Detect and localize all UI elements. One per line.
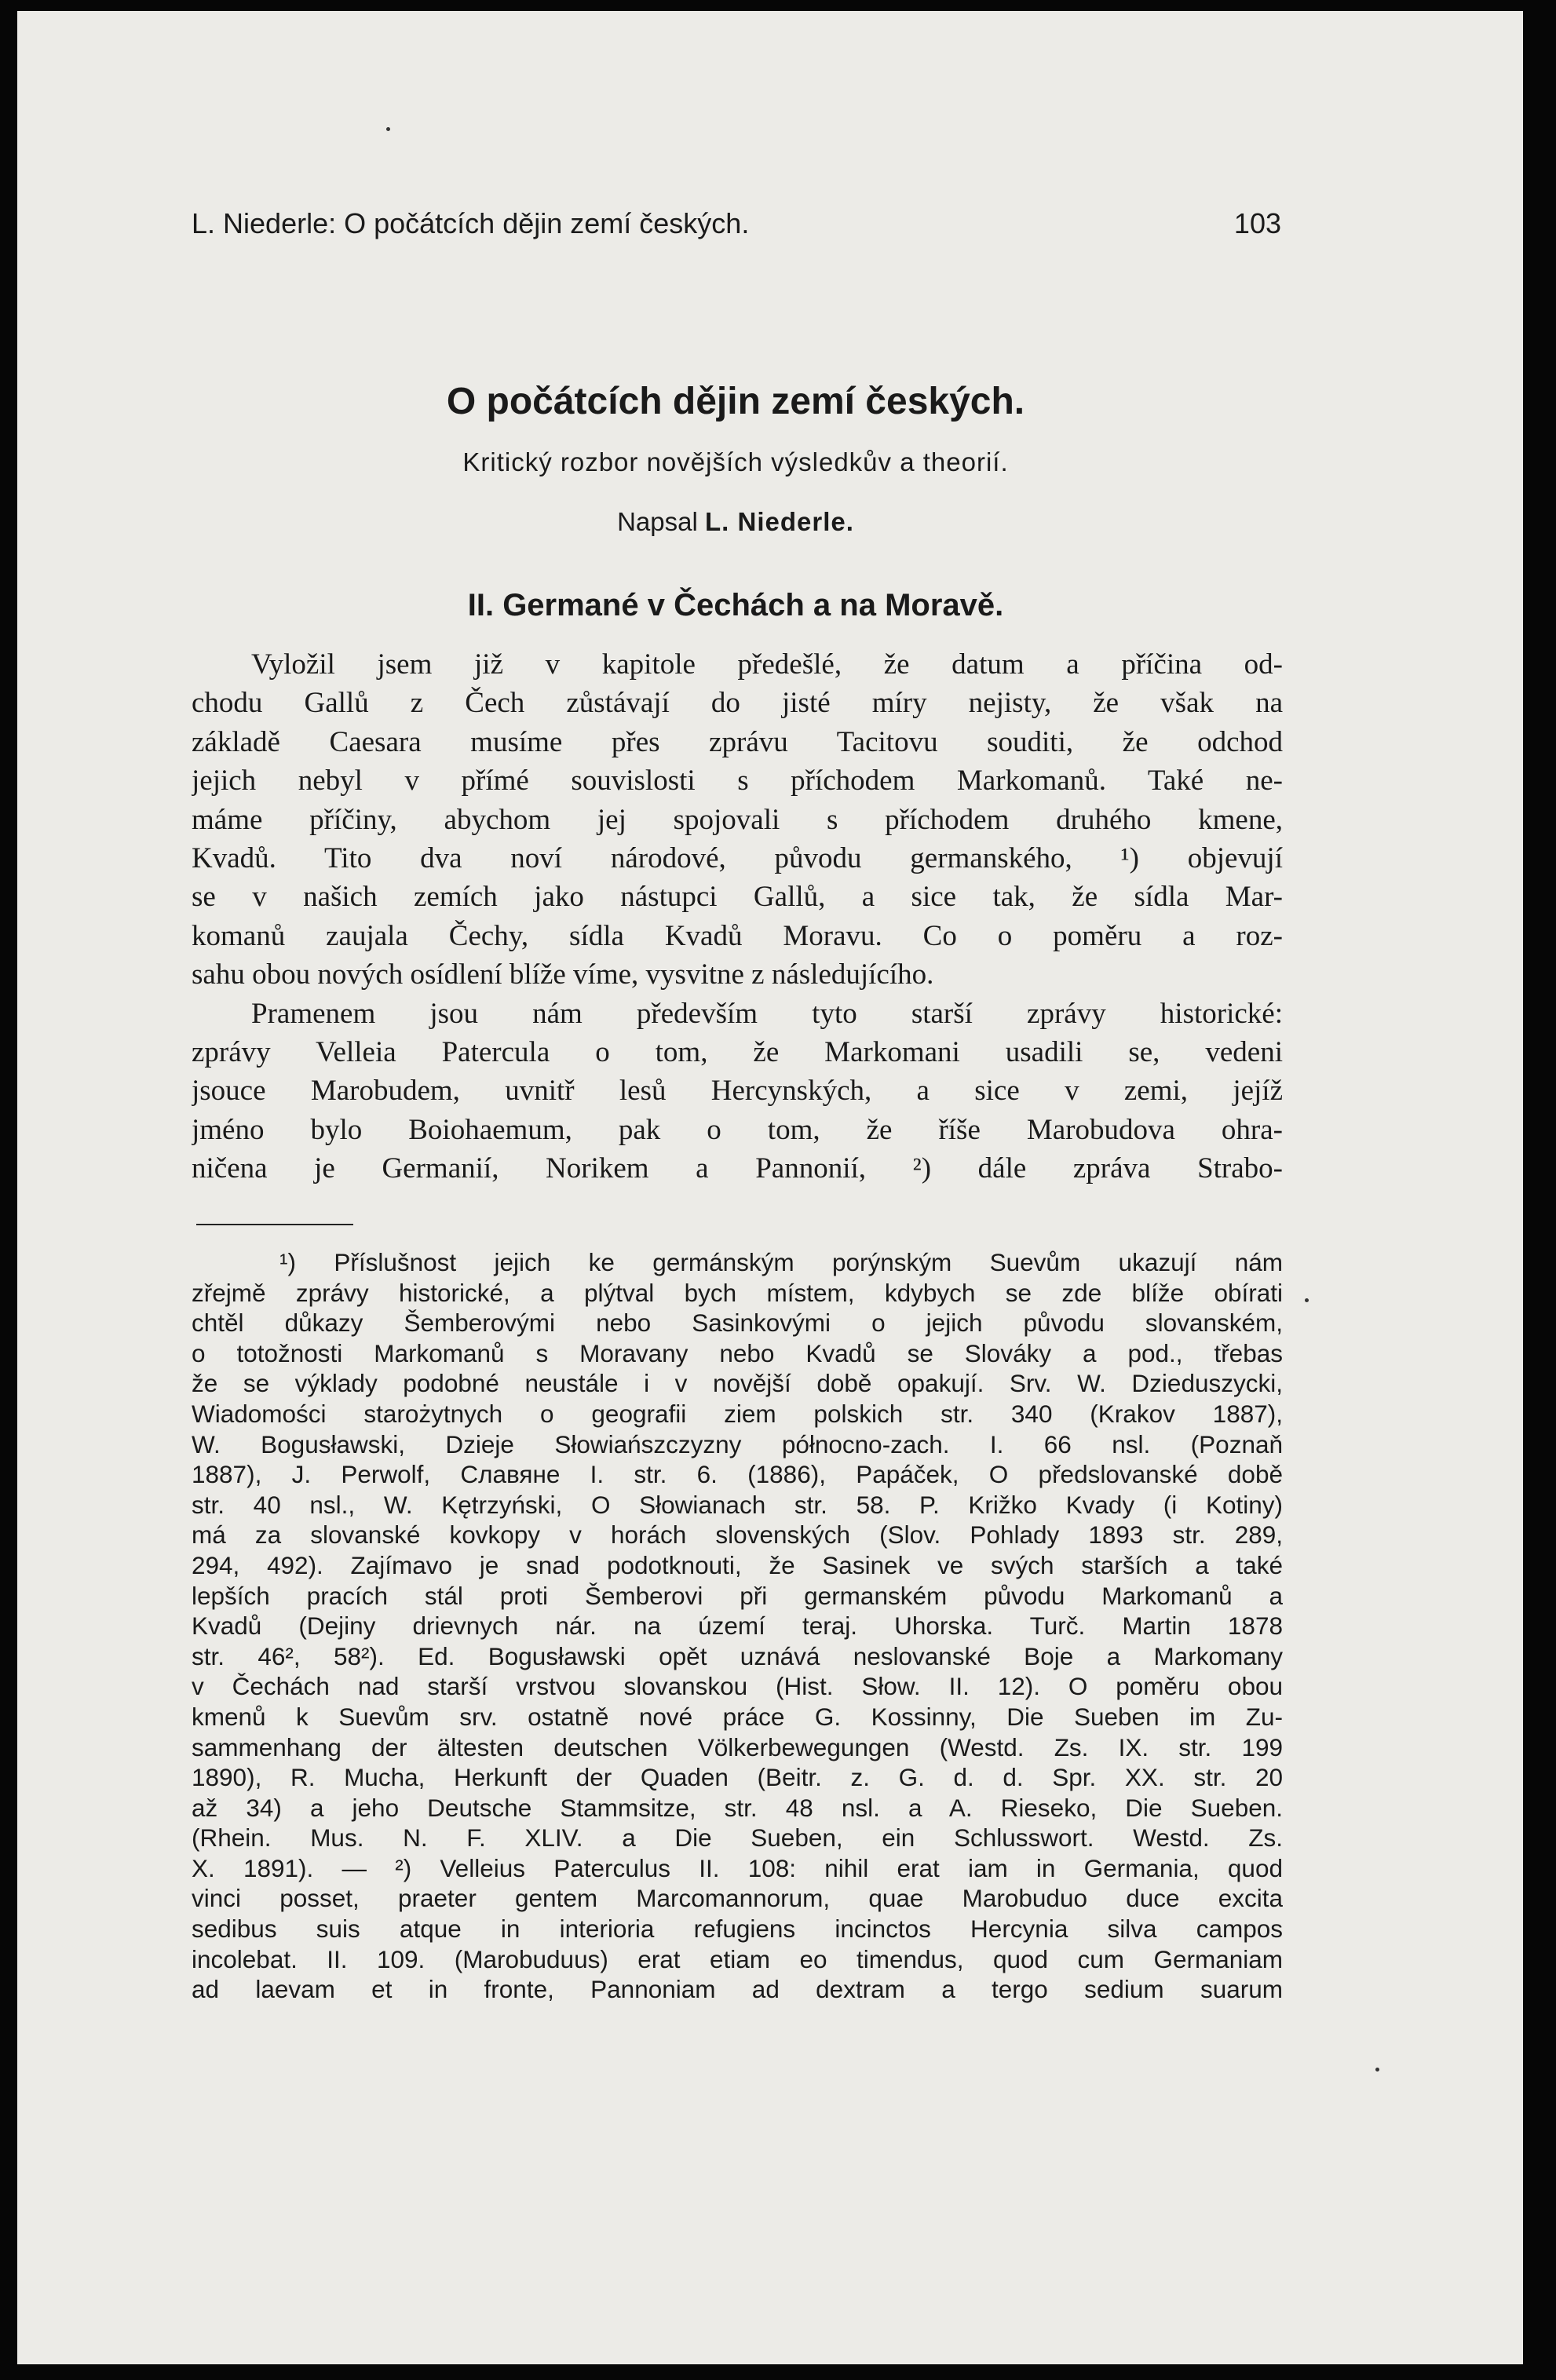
- footnote-line: W. Bogusławski, Dzieje Słowiańszczyzny północno-zach. I. 66 nsl. (Poznaň: [192, 1429, 1283, 1458]
- body-line: komanů zaujala Čechy, sídla Kvadů Moravu. Co o poměru a roz-: [192, 919, 1283, 952]
- footnote-line: že se výklady podobné neustále i v novější době opakují. Srv. W. Dzieduszycki,: [192, 1369, 1283, 1398]
- body-line: jsouce Marobudem, uvnitř lesů Hercynských, a sice v zemi, jejíž: [192, 1075, 1283, 1108]
- footnote-line: sedibus suis atque in interioria refugiens incinctos Hercynia silva campos: [192, 1915, 1283, 1944]
- footnote-line: vinci posset, praeter gentem Marcomannorum, quae Marobuduo duce excita: [192, 1884, 1283, 1913]
- scan-speck: [386, 127, 390, 131]
- footnote-line: o totožnosti Markomanů s Moravany nebo Kvadů se Slováky a pod., třebas: [192, 1338, 1283, 1367]
- author-prefix: Napsal: [617, 507, 698, 536]
- body-line: zprávy Velleia Patercula o tom, že Markomani usadili se, vedeni: [192, 1035, 1283, 1068]
- footnote-line: X. 1891). — ²) Velleius Paterculus II. 108: nihil erat iam in Germania, quod: [192, 1853, 1283, 1882]
- body-line: jejich nebyl v přímé souvislosti s příchodem Markomanů. Také ne-: [192, 765, 1283, 798]
- footnote-line: str. 40 nsl., W. Kętrzyński, O Słowianach str. 58. P. Križko Kvady (i Kotiny): [192, 1490, 1283, 1519]
- body-line: sahu obou nových osídlení blíže víme, vysvitne z následujícího.: [192, 958, 934, 991]
- body-line: se v našich zemích jako nástupci Gallů, a sice tak, že sídla Mar-: [192, 881, 1283, 914]
- footnote-line: ¹) Příslušnost jejich ke germánským porýnským Suevům ukazují nám: [279, 1248, 1283, 1276]
- body-line: základě Caesara musíme přes zprávu Tacitovu souditi, že odchod: [192, 725, 1283, 758]
- footnote-line: zřejmě zprávy historické, a plýtval bych místem, kdybych se zde blíže obírati: [192, 1278, 1283, 1307]
- body-line: máme příčiny, abychom jej spojovali s příchodem druhého kmene,: [192, 803, 1283, 836]
- footnote-line: v Čechách nad starší vrstvou slovanskou (Hist. Słow. II. 12). O poměru obou: [192, 1672, 1283, 1701]
- body-line: ničena je Germanií, Norikem a Pannonií, ²) dále zpráva Strabo-: [192, 1152, 1283, 1185]
- running-head-title: L. Niederle: O počátcích dějin zemí českých.: [192, 207, 750, 239]
- footnotes: [192, 1247, 1283, 2005]
- scan-speck: [1375, 2068, 1379, 2072]
- body-line: Vyložil jsem již v kapitole předešlé, že datum a příčina od-: [251, 648, 1283, 681]
- footnote-line: str. 46², 58²). Ed. Bogusławski opět uznává neslovanské Boje a Markomany: [192, 1641, 1283, 1670]
- page-number: 103: [1233, 207, 1281, 239]
- body-line: Pramenem jsou nám především tyto starší zprávy historické:: [251, 997, 1283, 1030]
- running-head: [173, 207, 1298, 246]
- body-line: chodu Gallů z Čech zůstávají do jisté míry nejisty, že však na: [192, 687, 1283, 720]
- footnote-line: Wiadomości starożytnych o geografii ziem polskich str. 340 (Krakov 1887),: [192, 1399, 1283, 1428]
- footnote-line: 1890), R. Mucha, Herkunft der Quaden (Beitr. z. G. d. d. Spr. XX. str. 20: [192, 1763, 1283, 1792]
- footnote-line: kmenů k Suevům srv. ostatně nové práce G. Kossinny, Die Sueben im Zu-: [192, 1702, 1283, 1731]
- scan-speck: [1305, 1298, 1309, 1302]
- footnote-line: má za slovanské kovkopy v horách slovenských (Slov. Pohlady 1893 str. 289,: [192, 1520, 1283, 1550]
- footnote-line: Kvadů (Dejiny drievnych nár. na území teraj. Uhorska. Turč. Martin 1878: [192, 1612, 1283, 1641]
- article-subtitle: Kritický rozbor novějších výsledkův a theorií.: [462, 447, 1009, 476]
- scanned-page: [17, 11, 1523, 2364]
- article-title: O počátcích dějin zemí českých.: [446, 381, 1025, 422]
- section-heading: II. Germané v Čechách a na Moravě.: [467, 588, 1004, 622]
- footnote-line: chtěl důkazy Šemberovými nebo Sasinkovými o jejich původu slovanském,: [192, 1309, 1283, 1338]
- body-line: Kvadů. Tito dva noví národové, původu germanského, ¹) objevují: [192, 841, 1283, 874]
- body-text: [192, 645, 1283, 1188]
- footnote-line: až 34) a jeho Deutsche Stammsitze, str. 48 nsl. a A. Rieseko, Die Sueben.: [192, 1793, 1283, 1822]
- footnote-line: ad laevam et in fronte, Pannoniam ad dextram a tergo sedium suarum: [192, 1975, 1283, 2004]
- footnote-rule: [196, 1224, 353, 1225]
- footnote-line: (Rhein. Mus. N. F. XLIV. a Die Sueben, ein Schlusswort. Westd. Zs.: [192, 1823, 1283, 1853]
- footnote-line: 294, 492). Zajímavo je snad podotknouti, že Sasinek ve svých starších a také: [192, 1550, 1283, 1579]
- author-line: [173, 507, 1298, 537]
- footnote-line: sammenhang der ältesten deutschen Völkerbewegungen (Westd. Zs. IX. str. 199: [192, 1732, 1283, 1761]
- footnote-line: 1887), J. Perwolf, Славяне I. str. 6. (1886), Papáček, O předslovanské době: [192, 1460, 1283, 1489]
- author-name: L. Niederle.: [705, 507, 854, 536]
- footnote-line: lepších pracích stál proti Šemberovi při germanském původu Markomanů a: [192, 1581, 1283, 1610]
- footnote-line: incolebat. II. 109. (Marobuduus) erat etiam eo timendus, quod cum Germaniam: [192, 1944, 1283, 1973]
- body-line: jméno bylo Boiohaemum, pak o tom, že říše Marobudova ohra-: [192, 1113, 1283, 1146]
